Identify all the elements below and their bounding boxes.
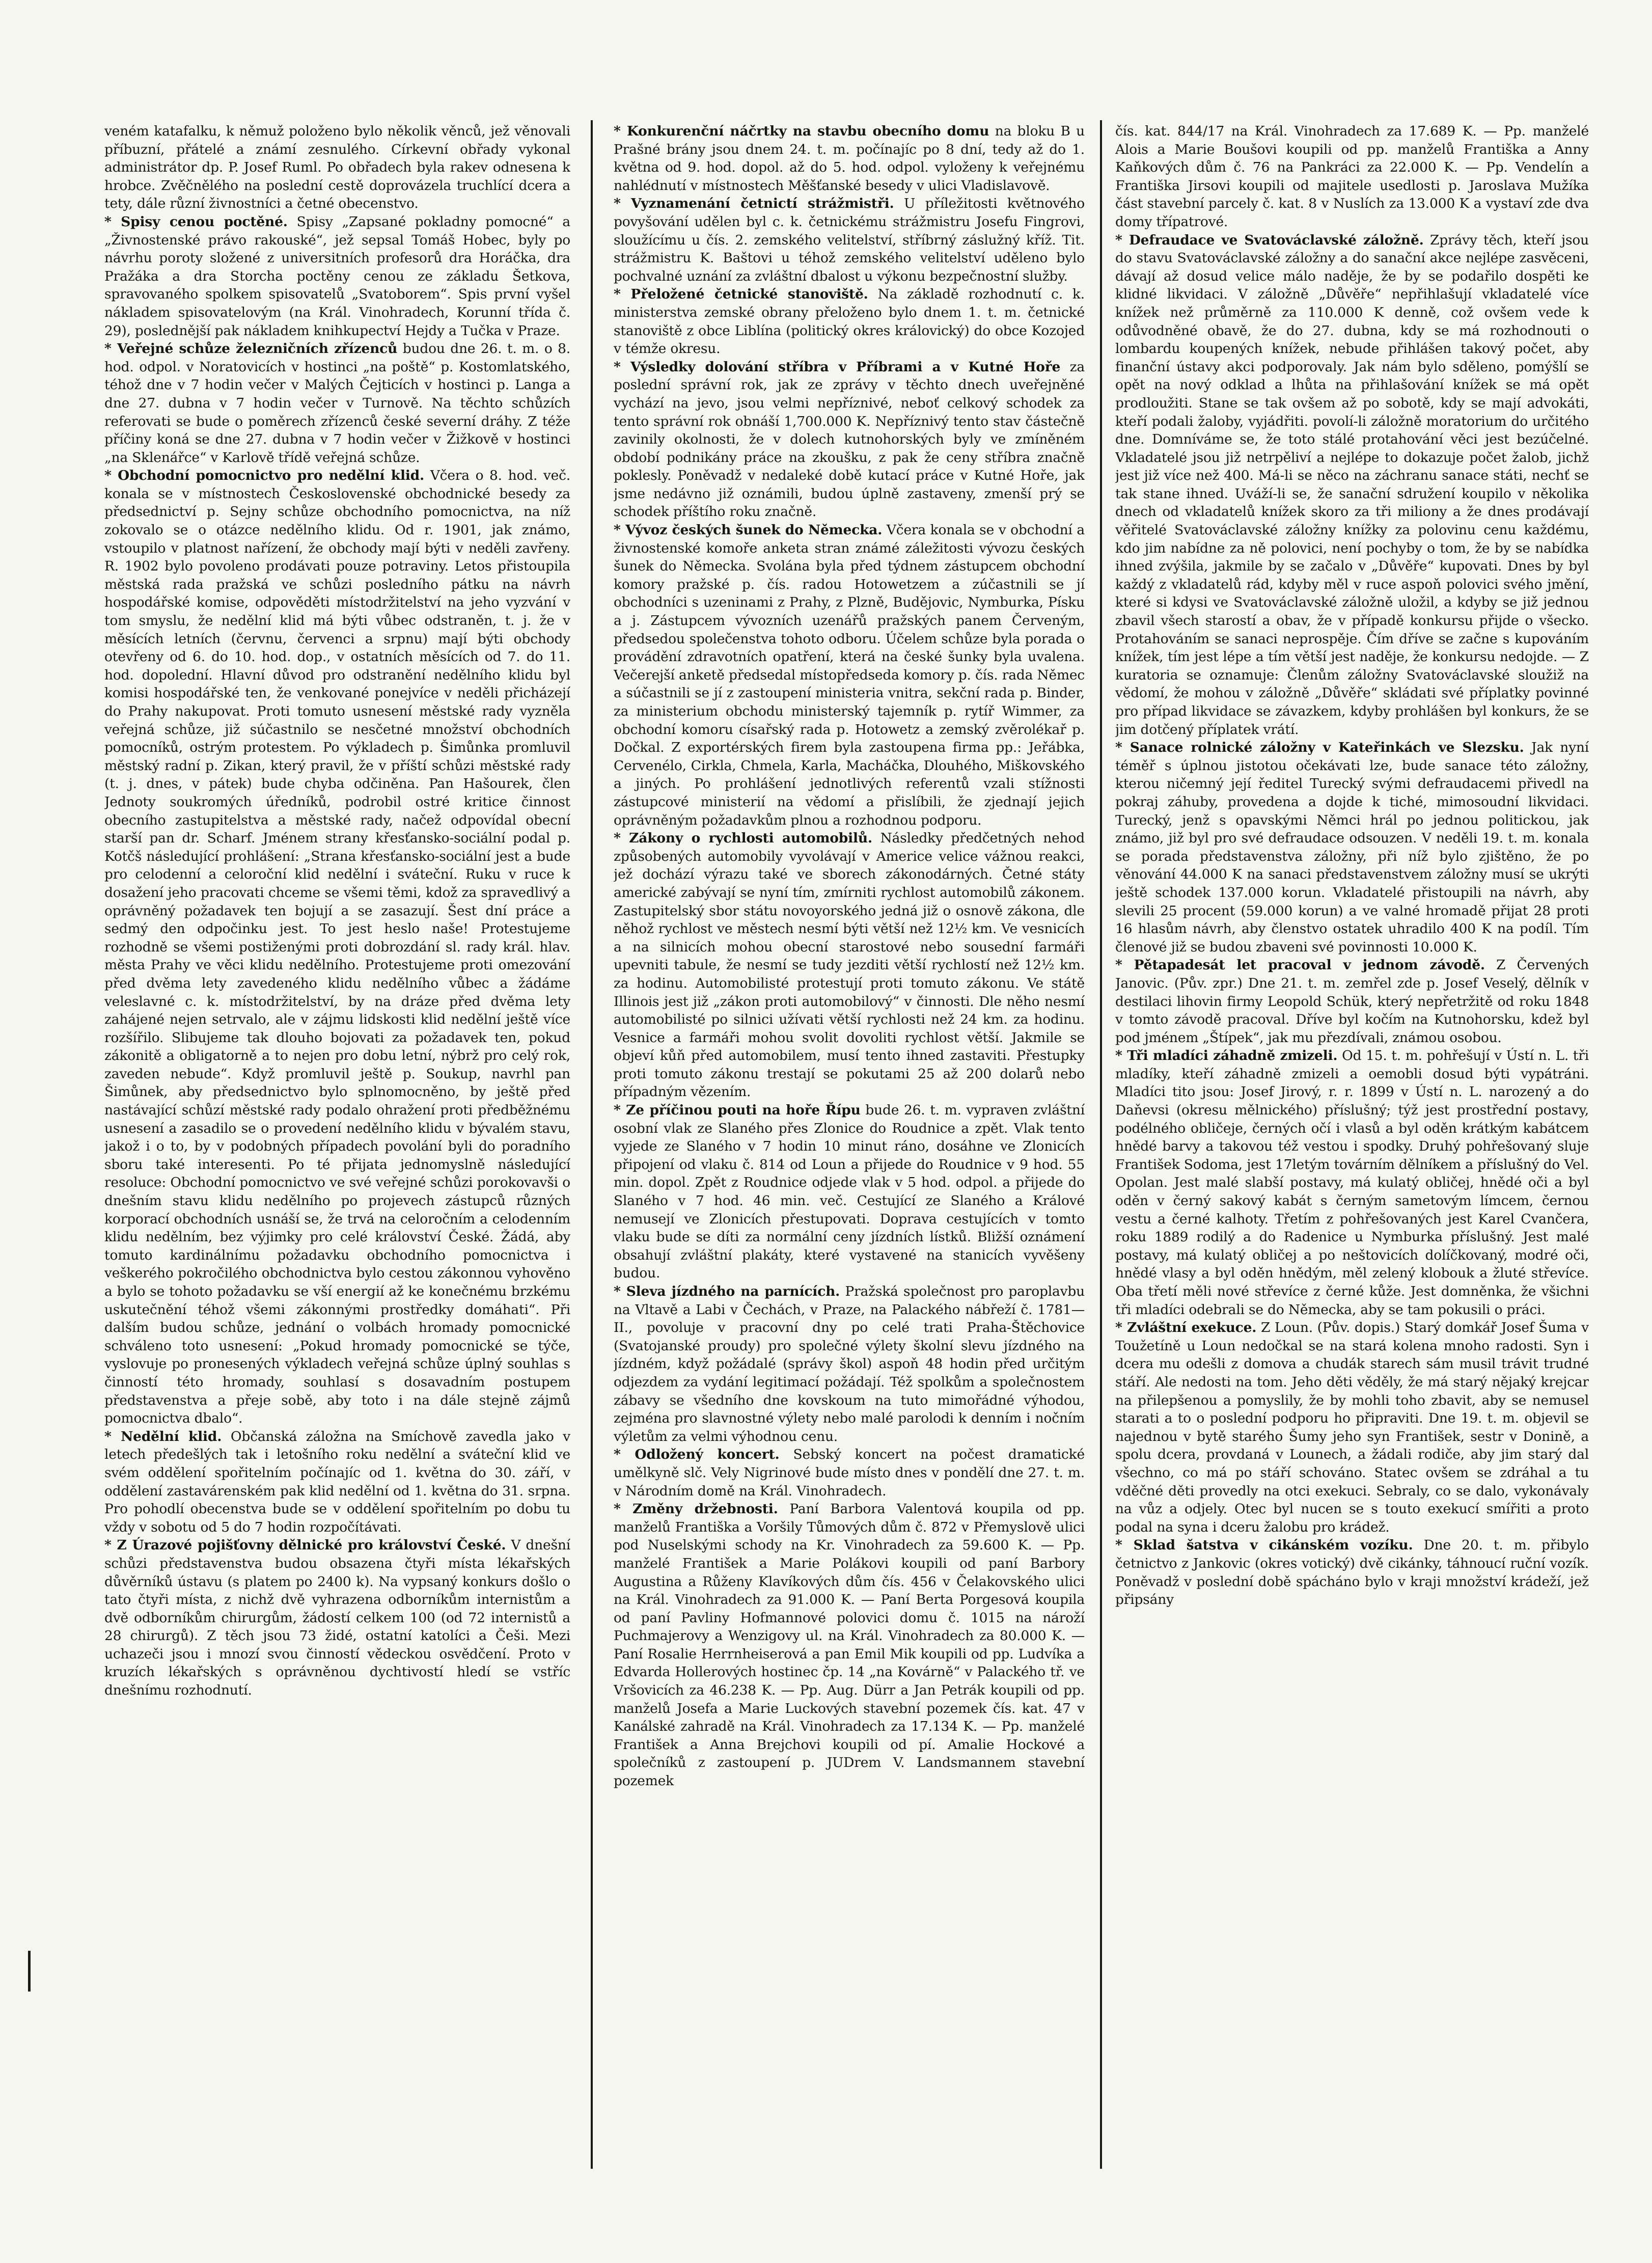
news-item [104,1536,570,1699]
article-headline: * Defraudace ve Svatováclavské záložně. [1115,232,1424,248]
news-item [614,1101,1085,1283]
article-continuation [1115,122,1589,231]
article-continuation [104,122,570,213]
article-headline: * Nedělní klid. [104,1428,222,1444]
article-headline: * Výsledky dolování stříbra v Příbrami a v Kutné Hoře [614,359,1061,375]
article-body: Jak nyní téměř s úplnou jistotou očekávati lze, bude sanace této záložny, kterou ničemný její ředitel Turecký svými defraudacemi přivedl na pokraj záhuby, provedena a dojde k tiché, mimosoudní likvidaci. Turecký, jenž s opavskými Němci hrál po jednou politickou, jak známo, již byl pro své defraudace odsouzen. V neděli 19. t. m. konala se porada představenstva záložny, při níž bylo zjištěno, že po věnování 44.000 K na sanaci představenstvem záložny musí se ukrýti ještě schodek 137.000 korun. Vkladatelé přistoupili na návrh, aby slevili 25 procent (59.000 korun) a ve valné hromadě přijat 28 proti 16 hlasům návrh, aby členstvo ostatek uhradilo 400 K na podíl. Tím členové již se budou zbaveni své povinnosti 10.000 K. [1115,740,1589,955]
news-item [1115,1319,1589,1536]
article-body: Z Loun. (Pův. dopis.) Starý domkář Josef Šuma v Toužetíně u Loun nedočkal se na stará kolena mnoho radosti. Syn i dcera mu odešli z domova a chudák starech sám musil trávit trudné stáří. Ale nedosti na tom. Jeho děti věděly, že má starý nějaký krejcar na přilepšenou a pomyslily, že by mohli toho zbavit, aby se nemusel starati a to o poslední podporu ho připraviti. Dne 19. t. m. objevil se najednou v bytě starého Šumy jeho syn František, sestr v Donině, a spolu dcera, provdaná v Lounech, a žádali rodiče, aby jim starý dal všechno, co má po stáří schováno. Statec ovšem se zdráhal a tu vděčné děti provedly na otci exekuci. Sebraly, co se dalo, vykonávaly na vůz a odjely. Otec byl nucen se s touto exekucí smířiti a proto podal na syna i dceru žalobu pro krádež. [1115,1320,1589,1535]
article-body: Občanská záložna na Smíchově zavedla jako v letech předešlých tak i letošního roku nedělní a sváteční klid ve svém oddělení spořitelním počínajíc od 1. května do 30. září, v oddělení zastavárenském pak klid nedělní od 1. května do 31. srpna. Pro pohodlí obecenstva bude se v oddělení spořitelním po dobu tu vždy v sobotu od 5 do 7 hodin rozpočítávati. [104,1428,570,1535]
news-item [104,467,570,1427]
news-item [614,1446,1085,1500]
column-divider-1 [591,120,593,2169]
news-item [104,213,570,340]
article-body: Včera o 8. hod. več. konala se v místnostech Československé obchodnické besedy za předsednictví p. Sejny schůze obchodního pomocnictva, na níž zokovalo se o otázce nedělního klidu. Od r. 1901, jak známo, vstoupilo v platnost nařízení, že obchody mají býti v neděli zavřeny. R. 1902 bylo povoleno prodávati pouze potraviny. Letos přistoupila městská rada pražská ve schůzi posledního pátku na návrh hospodářské komise, odpověděti místodržitelství na jeho vyzvání v tom smyslu, že nedělní klid má býti vůbec odstraněn, t. j. že v měsících letních (červnu, červenci a srpnu) mají býti obchody otevřeny od 6. do 10. hod. dop., v ostatních měsících od 7. do 11. hod. dopolední. Hlavní důvod pro odstranění nedělního klidu byl komisi hospodářské ten, že venkované ponejvíce v neděli přicházejí do Prahy nakupovat. Proti tomuto usnesení městské rady vyzněla veřejná schůze, již súčastnilo se nesčetné množství obchodních pomocníků, ostrým protestem. Po výkladech p. Šimůnka promluvil městský radní p. Zikan, který pravil, že v příští schůzi městské rady (t. j. dnes, v pátek) bude chyba odčiněna. Pan Hašourek, člen Jednoty soukromých úředníků, podrobil ostré kritice činnost obecního zastupitelstva a městské rady, načež odpovídal obecní starší pan dr. Scharf. Jménem strany křesťansko-sociální podal p. Kotčš následující prohlášení: „Strana křesťansko-sociální jest a bude pro celodenní a celoroční klid nedělní i sváteční. Ruku v ruce k dosažení jeho pracovati chceme se všemi těmi, kdož za spravedlivý a oprávněný požadavek ten bojují a se zasazují. Šest dní práce a sedmý den odpočinku jest. To jest heslo naše! Protestujeme rozhodně se všemi postiženými proti dobrozdání sl. rady král. hlav. města Prahy ve věci klidu nedělního. Protestujeme proti omezování před dvěma lety zavedeného klidu nedělního vůbec a žádáme veleslavné c. k. místodržitelství, by na dráze před dvěma lety zahájené nejen setrvalo, ale v zájmu lidskosti klid nedělní ještě více rozšířilo. Slibujeme tak dlouho bojovati za požadavek ten, pokud zákonitě a obligatorně a to nejen pro dobu letní, nýbrž pro celý rok, zaveden nebude“. Když promluvil ještě p. Soukup, navrhl pan Šimůnek, aby předsednictvo bylo splnomocněno, by ještě před nastávající schůzí městské rady podalo ohražení proti předběžnému usnesení a zasadilo se o provedení nedělního klidu v bývalém stavu, jakož i o to, by v podobných případech povolání byli do poradního sboru také interesenti. Po té přijata jednomyslně následující resoluce: Obchodní pomocnictvo ve své veřejné schůzi porokovavši o dnešním stavu klidu nedělního po projevech zástupců různých korporací obchodních usnáší se, že trvá na celoročním a celodenním klidu nedělním, bez výjimky pro celé království České. Žádá, aby tomuto kardinálnímu požadavku obchodního pomocnictva i veškerého pokročilého obchodnictva bylo cestou zákonnou vyhověno a bylo se tohoto požadavku se vší energií až ke konečnému brzkému uskutečnění téhož všemi zákonnými prostředky domáhati“. Při dalším budou schůze, jednání o volbách hromady pomocnické schváleno toto usnesení: „Pokud hromady pomocnické se týče, vyslovuje po pronesených výkladech veřejná schůze úplný souhlas s činností této hromady, souhlasí s dosavadním postupem představenstva a přeje sobě, aby toto i na dále stejně zájmů pomocnictva dbalo“. [104,468,570,1427]
column-divider-2 [1100,120,1102,2169]
article-body: budou dne 26. t. m. o 8. hod. odpol. v Noratovicích v hostinci „na poště“ p. Kostomlatského, téhož dne v 7 hodin večer v Malých Čejticích v hostinci p. Langa a dne 27. dubna v 7 hodin večer v Turnově. Na těchto schůzích referovati se bude o poměrech zřízenců české severní dráhy. Z téže příčiny koná se dne 27. dubna v 7 hodin večer v Žižkově v hostinci „na Sklenářce“ v Karlově třídě veřejná schůze. [104,341,570,466]
article-headline: * Zvláštní exekuce. [1115,1320,1257,1336]
article-headline: * Vývoz českých šunek do Německa. [614,522,883,538]
article-headline: * Spisy cenou poctěné. [104,213,288,230]
article-headline: * Z Úrazové pojišťovny dělnické pro království České. [104,1537,506,1553]
news-item [614,195,1085,285]
article-headline: * Pětapadesát let pracoval v jednom závodě. [1115,957,1485,973]
news-item [614,122,1085,195]
article-headline: * Obchodní pomocnictvo pro nedělní klid. [104,468,425,484]
article-body: za poslední správní rok, jak ze zprávy v těchto dnech uveřejněné vychází na jevo, jsou velmi nepříznivé, neboť celkový schodek za tento správní rok obnáší 1,700.000 K. Nepříznivý tento stav částečně zavinily okolnosti, že v dolech kutnohorských byly ve zmíněném období podnikány práce na zkoušku, z pak že ceny stříbra značně poklesly. Poněvadž v nedaleké době kutací práce v Kutné Hoře, jak jsme nedávno již oznámili, budou úplně zastaveny, zmenší prý se schodek příštího roku značně. [614,359,1085,520]
news-item [1115,1536,1589,1608]
article-body: Z Červených Janovic. (Pův. zpr.) Dne 21. t. m. zemřel zde p. Josef Veselý, dělník v destilaci lihovin firmy Leopold Schük, který nepřetržitě od roku 1848 v tomto závodě pracoval. Dříve byl kočím na Kutnohorsku, kdež byl pod jménem „Štípek“, jak mu přezdívali, známou osobou. [1115,957,1589,1046]
article-body: Sebský koncert na počest dramatické umělkyně slč. Vely Nigrinové bude místo dnes v pondělí dne 27. t. m. v Národním domě na Král. Vinohradech. [614,1447,1085,1499]
news-item [614,358,1085,521]
news-item [1115,231,1589,739]
article-body: V dnešní schůzi představenstva budou obsazena čtyři místa lékařských důvěrníků ústavu (s platem po 2400 k). Na vypsaný konkurs došlo o tato čtyři místa, z nichž dvě vyhrazena odborníkům internistům a dvě odborníkům chirurgům, žádostí celkem 100 (od 72 internistů a 28 chirurgů). Z těch jsou 73 židé, ostatní katolíci a Češi. Mezi uchazeči jsou i mnozí svou činností vědeckou osvědčení. Proto v kruzích lékařských s oprávněnou dychtivostí hledí se vstříc dnešnímu rozhodnutí. [104,1537,570,1699]
article-body: Včera konala se v obchodní a živnostenské komoře anketa stran známé záležitosti vývozu českých šunek do Německa. Svolána byla před týdnem zástupcem obchodní komory pražské p. čís. radou Hotowetzem a zúčastnili se jí obchodníci s uzeninami z Prahy, z Plzně, Budějovic, Nymburka, Písku a j. Zástupcem vývozních uzenářů pražských panem Červeným, předsedou společenstva tohoto odboru. Účelem schůze byla porada o provádění zdravotních opatření, která na české šunky byla uvalena. Večerejší anketě předsedal místopředseda komory p. čís. rada Němec a súčastnili se jí z zastoupení ministeria vnitra, sekční rada p. Binder, za ministerium obchodu ministerský tajemník p. rytíř Wimmer, za obchodní komoru císařský rada p. Hotowetz a zemský zvěrolékař p. Dočkal. Z exportérských firem byla zastoupena firma pp.: Jeřábka, Cervenélo, Cirkla, Chmela, Karla, Macháčka, Dlouhého, Miškovského a jiných. Po prohlášení jednotlivých referentů vzali stížnosti zástupcové ministerií na vědomí a přislíbili, že zjednají jejich oprávněným požadavkům plnou a rozhodnou podporu. [614,522,1085,828]
article-body: Pražská společnost pro paroplavbu na Vltavě a Labi v Čechách, v Praze, na Palackého nábřeží č. 1781—II., povoluje v pracovní dny po celé trati Praha-Štěchovice (Svatojanské proudy) pro společné výlety školní slevu jízdného na jízdném, když požádalé (správy škol) aspoň 48 hodin před určitým odjezdem za vydání legitimací požádají. Též spolkům a společnostem zábavy se všedního dne kovskoum na tuto mimořádné výhodou, zejména pro slavnostné výlety nebo malé parolodi k denním i nočním výletům za velmi výhodnou cenu. [614,1284,1085,1444]
news-item [614,829,1085,1101]
news-item [1115,1047,1589,1319]
article-body: Zprávy těch, kteří jsou do stavu Svatováclavské záložny a do sanační akce nejlépe zasvěceni, dávají až dosud velice málo naděje, že by se podařilo dospěti ke klidné likvidaci. V záložně „Důvěře“ nepřihlašují vkladatelé více knížek než průměrně za 110.000 K denně, což ovšem vede k odůvodněné obavě, že do 27. dubna, kdy se má rozhodnouti o lombardu koupených knížek, nebude přihlášen takový počet, aby finanční ústavy akci podporovaly. Jak nám bylo sděleno, pomýšlí se opět na nový odklad a lhůta na přihlašování knížek se má opět prodloužiti. Stane se tak ovšem až po sobotě, kdy se mají advokáti, kteří podali žaloby, vyjádřiti. povolí-li záložně moratorium do určitého dne. Domníváme se, že toto stálé protahování věci jest bezúčelné. Vkladatelé jsou již netrpěliví a nejlépe to dokazuje počet žalob, jichž jest již více než 400. Má-li se něco na záchranu sanace státi, nechť se tak stane ihned. Uváží-li se, že sanační sdružení koupilo v několika dnech od vkladatelů knížek skoro za tři miliony a že dnes prodávají věřitelé Svatováclavské záložny knížky za polovinu cenu každému, kdo jim nabídne za ně polovici, není pochyby o tom, že by se nabídka ihned zvýšila, jakmile by se začalo v „Důvěře“ kupovati. Dnes by byl každý z vkladatelů rád, kdyby měl v ruce aspoň polovici svého jmění, které si kdysi ve Svatováclavské záložně uložil, a kdyby se již jednou zbavil všech starostí a obav, že v případě konkursu přijde o všecko. Protahováním se sanaci neprospěje. Čím dříve se začne s kupováním knížek, tím jest lépe a tím větší jest naděje, že konkursu nedojde. — Z kuratoria se oznamuje: Členům záložny Svatováclavské sloužiž na vědomí, že mohou v záložně „Důvěře“ skládati své příplatky povinné pro případ likvidace se závazkem, kdyby prohlášen byl konkurs, že se jim dotčený příplatek vrátí. [1115,232,1589,738]
news-item [104,340,570,467]
news-item [614,1500,1085,1790]
news-item [614,285,1085,358]
article-headline: * Sanace rolnické záložny v Kateřinkách ve Slezsku. [1115,740,1524,756]
article-body: bude 26. t. m. vypraven zvláštní osobní vlak ze Slaného přes Zlonice do Roudnice a zpět. Vlak tento vyjede ze Slaného v 7 hodin 10 minut ráno, dosáhne ve Zlonicích připojení od vlaku č. 814 od Loun a přijede do Roudnice v 9 hod. 55 min. dopol. Zpět z Roudnice odjede vlak v 5 hod. odpol. a přijede do Slaného v 7 hod. 46 min. več. Cestující ze Slaného a Králové nemusejí ve Zlonicích přestupovati. Doprava cestujících v tomto vlaku bude se díti za normální ceny jízdních lístků. Bližší oznámení obsahují zvláštní plakáty, které vystavené na stanicích vyvěšeny budou. [614,1102,1085,1282]
scan-edge-mark [28,1951,31,1992]
article-body: U příležitosti květnového povyšování udělen byl c. k. četnickému strážmistru Josefu Fingrovi, sloužícímu u čís. 2. zemského velitelství, stříbrný záslužný kříž. Tit. strážmistru K. Baštovi u téhož zemského velitelství uděleno bylo pochvalné uznání za zvláštní dbalost u výkonu bezpečnostní služby. [614,196,1085,284]
article-body: Paní Barbora Valentová koupila od pp. manželů Františka a Voršily Tůmových dům č. 872 v Přemyslově ulici pod Nuselskými schody na Kr. Vinohradech za 59.600 K. — Pp. manželé František a Marie Polákovi koupili od paní Barbory Augustina a Růženy Klavíkových dům čís. 456 v Čelakovského ulici na Král. Vinohradech za 91.000 K. — Paní Berta Porgesová koupila od paní Pavliny Hofmannové polovici domu č. 1015 na nároží Puchmajerovy a Wenzigovy ul. na Král. Vinohradech za 80.000 K. — Paní Rosalie Herrnheiserová a pan Emil Mik koupili od pp. Ludvíka a Edvarda Hollerových hostinec čp. 14 „na Kovárně“ v Palackého tř. ve Vršovicích za 46.238 K. — Pp. Aug. Dürr a Jan Petrák koupili od pp. manželů Josefa a Marie Luckových stavební pozemek čís. kat. 47 v Kanálské zahradě na Král. Vinohradech za 17.134 K. — Pp. manželé František a Anna Brejchovi koupili od pí. Amalie Hockové a společníků z zastoupení p. JUDrem V. Landsmannem stavební pozemek [614,1501,1085,1789]
news-item [1115,956,1589,1047]
article-body: Spisy „Zapsané pokladny pomocné“ a „Živnostenské právo rakouské“, jež sepsal Tomáš Hobec, byly po návrhu poroty složené z universitních profesorů dra Horáčka, dra Pražáka a dra Storcha poctěny cenou ze základu Šetkova, spravovaného spolkem spisovatelů „Svatoborem“. Spis první vyšel nákladem spisovatelovým (na Král. Vinohradech, Korunní třída č. 29), poslednější pak nákladem knihkupectví Hejdy a Tučka v Praze. [104,213,570,339]
news-item [1115,739,1589,956]
article-headline: * Zákony o rychlosti automobilů. [614,830,872,847]
article-headline: * Veřejné schůze železničních zřízenců [104,341,398,357]
article-headline: * Změny držebnosti. [614,1501,778,1517]
news-item [614,521,1085,829]
article-headline: * Odložený koncert. [614,1447,780,1463]
column-3 [1115,122,1589,2166]
article-body: čís. kat. 844/17 na Král. Vinohradech za 17.689 K. — Pp. manželé Alois a Marie Boušovi koupili od pp. manželů Františka a Anny Kaňkových dům č. 76 na Pankráci za 22.000 K. — Pp. Vendelín a Františka Jirsovi koupili od majitele usedlosti p. Jaroslava Mužíka část stavební parcely č. kat. 8 v Nuslích za 13.000 K a vystaví zde dva domy třípatrové. [1115,123,1589,230]
column-2 [614,122,1085,2166]
article-body: Od 15. t. m. pohřešují v Ústí n. L. tři mladíky, kteří záhadně zmizeli a oemobli dosud býti vypátráni. Mladíci tito jsou: Josef Jirový, r. r. 1899 v Ústí n. L. narozený a do Daňevsi (okresu mělnického) příslušný; týž jest prostřední postavy, podélného obličeje, černých očí i vlasů a byl oděn krátkým kabátcem hnědé barvy a takovou též vestou i spodky. Druhý pohřešovaný sluje František Sodoma, jest 17letým továrním dělníkem a příslušný do Vel. Opolan. Jest malé slabší postavy, má kulatý obličej, hnědé oči a byl oděn v černý sakový kabát s černým sametovým límcem, černou vestu a černé kalhoty. Třetím z pohřešovaných jest Karel Cvančera, roku 1889 rodilý a do Radenice u Nymburka příslušný. Jest malé postavy, má kulatý obličej a po neštovicích dolíčkovaný, modré oči, hnědé vlasy a byl oděn hnědým, měl zelený klobouk a žluté střevíce. Oba třetí měli nové střevíce z černé kůže. Jest domněnka, že všichni tři mladíci odebrali se do Německa, aby se tam pokusili o práci. [1115,1048,1589,1318]
news-item [104,1428,570,1537]
article-headline: * Vyznamenání četnictí strážmistři. [614,196,894,212]
article-headline: * Sleva jízdného na parnících. [614,1284,840,1299]
column-1 [104,122,570,2166]
news-item [614,1283,1085,1446]
article-body: Na základě rozhodnutí c. k. ministerstva zemské obrany přeloženo bylo dnem 1. t. m. četnické stanoviště z obce Liblína (politický okres královický) do obce Kozojed v témže okresu. [614,286,1085,357]
article-body: Následky předčetných nehod způsobených automobily vyvolávají v Americe velice vážnou reakci, jež dochází výrazu také ve sborech zákonodárných. Četné státy americké zabývají se nyní tím, zmírniti rychlost automobilů zákonem. Zastupitelský sbor státu novoyorského jedná již o osnově zákona, dle něhož rychlost ve městech nesmí býti větší než 12½ km. Ve vesnicích a na silnicích mohou obecní starostové nebo sousední farmáři upevniti tabule, že nesmí se tudy jezditi větší rychlostí než 12½ km. za hodinu. Automobilisté protestují proti tomuto zákonu. Ve státě Illinois jest již „zákon proti automobilový“ v činnosti. Dle něho nesmí automobilisté po silnici užívati větší rychlosti než 24 km. za hodinu. Vesnice a farmáři mohou svolit dovoliti rychlost větší. Jakmile se objeví kůň před automobilem, musí tento ihned zastaviti. Přestupky proti tomuto zákonu trestají se pokutami 25 až 200 dolarů nebo případným vězením. [614,830,1085,1100]
article-headline: * Ze příčinou pouti na hoře Řípu [614,1102,861,1119]
article-headline: * Přeložené četnické stanoviště. [614,286,868,303]
article-body: veném katafalku, k němuž položeno bylo několik věnců, jež věnovali příbuzní, přátelé a známí zesnulého. Církevní obřady vykonal administrátor dp. P. Josef Ruml. Po obřadech byla rakev odnesena k hrobce. Zvěčnělého na poslední cestě doprovázela truchlící dcera a tety, dále různí živnostníci a četné obecenstvo. [104,123,570,212]
article-headline: * Konkurenční náčrtky na stavbu obecního domu [614,123,989,139]
article-headline: * Sklad šatstva v cikánském vozíku. [1115,1537,1413,1553]
article-body: na bloku B u Prašné brány jsou dnem 24. t. m. počínajíc po 8 dní, tedy až do 1. května od 9. hod. dopol. až do 5. hod. odpol. vyloženy k veřejnému nahlédnutí v místnostech Měšťanské besedy v ulici Vladislavově. [614,123,1085,194]
article-headline: * Tři mladíci záhadně zmizeli. [1115,1048,1338,1064]
article-body: Dne 20. t. m. přibylo četnictvo z Jankovic (okres votický) dvě cikánky, táhnoucí ruční vozík. Poněvadž v poslední době spácháno bylo v kraji množství krádeží, jež připsány [1115,1537,1589,1608]
